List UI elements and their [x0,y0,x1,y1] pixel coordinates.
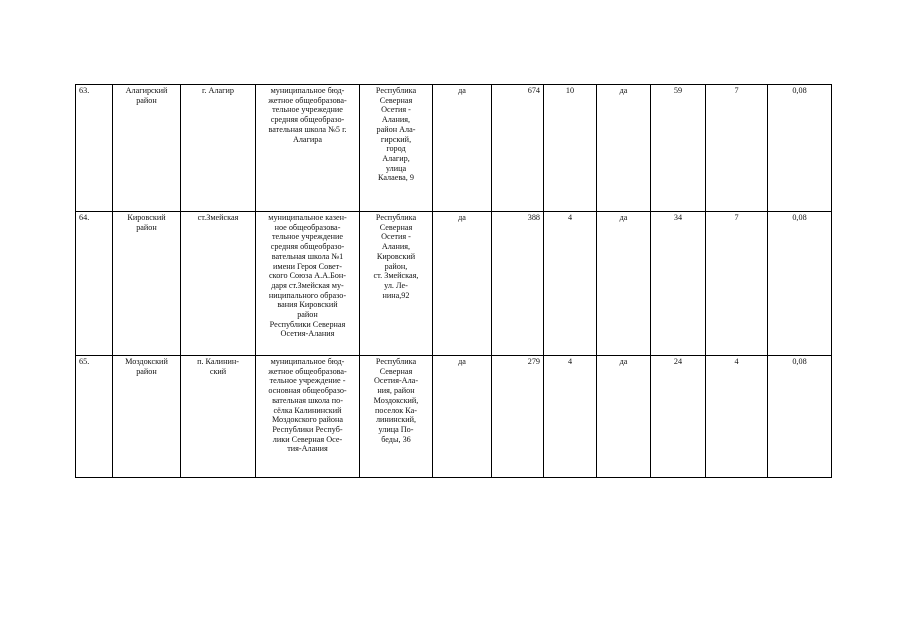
value-cell: 10 [544,85,597,212]
locality-cell: п. Калинин- ский [181,356,256,478]
value-cell: да [433,212,492,356]
row-number-cell: 64. [76,212,113,356]
district-cell: Моздокский район [113,356,181,478]
value-cell: да [433,356,492,478]
value-cell: 279 [492,356,544,478]
district-cell: Кировский район [113,212,181,356]
value-cell: 0,08 [768,85,832,212]
value-cell: 0,08 [768,356,832,478]
value-cell: 59 [651,85,706,212]
value-cell: 0,08 [768,212,832,356]
value-cell: 4 [544,212,597,356]
value-cell: да [433,85,492,212]
value-cell: да [597,85,651,212]
row-number-cell: 65. [76,356,113,478]
institutions-table [75,84,832,478]
value-cell: 388 [492,212,544,356]
value-cell: 674 [492,85,544,212]
value-cell: 4 [706,356,768,478]
institution-cell: муниципальное бюд- жетное общеобразова- тельное учрежедние средняя общеобразо- вательная школа №5 г. Алагира [256,85,360,212]
address-cell: Республика Северная Осетия - Алания, Кировский район, ст. Змейская, ул. Ле- нина,92 [360,212,433,356]
value-cell: 7 [706,85,768,212]
table-row [76,356,832,478]
row-number-cell: 63. [76,85,113,212]
value-cell: да [597,212,651,356]
value-cell: 34 [651,212,706,356]
table-row [76,212,832,356]
value-cell: 7 [706,212,768,356]
locality-cell: г. Алагир [181,85,256,212]
value-cell: 4 [544,356,597,478]
institution-cell: муниципальное бюд- жетное общеобразова- тельное учреждение - основная общеобразо- вательная школа по- сёлка Калининский Моздокского района Республики Респуб- лики Северная Осе- тия-Алания [256,356,360,478]
locality-cell: ст.Змейская [181,212,256,356]
value-cell: 24 [651,356,706,478]
address-cell: Республика Северная Осетия - Алания, район Ала- гирский, город Алагир, улица Калаева, 9 [360,85,433,212]
address-cell: Республика Северная Осетия-Ала- ния, район Моздокский, поселок Ка- лининский, улица По- беды, 36 [360,356,433,478]
table-row [76,85,832,212]
institution-cell: муниципальное казен- ное общеобразова- тельное учреждение средняя общеобразо- вательная школа №1 имени Героя Совет- ского Союза А.А.Бон- даря ст.Змейская му- ниципального образо- вания Кировский район Республики Северная Осетия-Алания [256,212,360,356]
district-cell: Алагирский район [113,85,181,212]
value-cell: да [597,356,651,478]
